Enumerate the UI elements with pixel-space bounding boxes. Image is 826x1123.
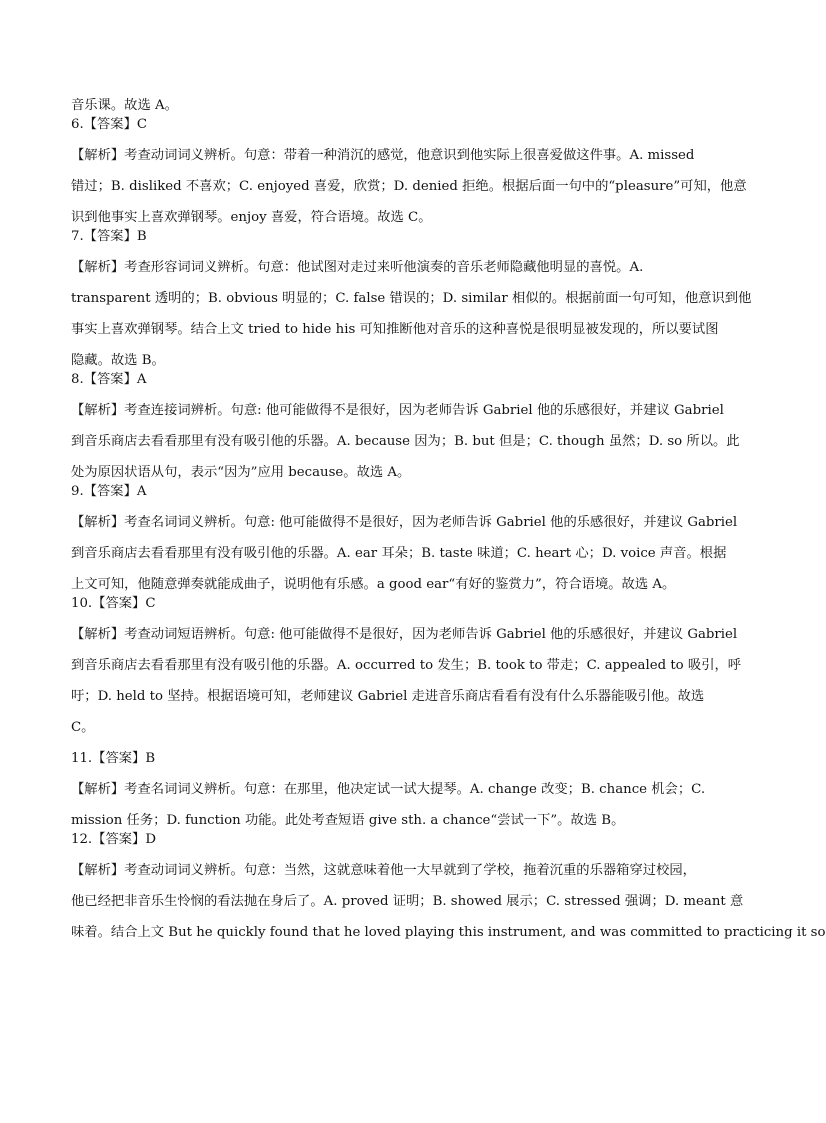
text-line: C。 [71, 720, 95, 735]
text-line: 11.【答案】B [71, 751, 156, 766]
text-line: 到音乐商店去看看那里有没有吸引他的乐器。A. ear 耳朵；B. taste 味道；C. heart 心；D. voice 声音。根据 [71, 546, 727, 561]
text-line: 【解析】考查动词词义辨析。句意：当然，这就意味着他一大早就到了学校，拖着沉重的乐器箱穿过校园， [71, 863, 696, 878]
text-line: 10.【答案】C [71, 596, 156, 611]
text-line: 到音乐商店去看看那里有没有吸引他的乐器。A. because 因为；B. but 但是；C. though 虽然；D. so 所以。此 [71, 434, 740, 449]
text-line: 12.【答案】D [71, 832, 156, 847]
text-line: 音乐课。故选 A。 [71, 98, 178, 113]
text-line: 【解析】考查形容词词义辨析。句意：他试图对走过来听他演奏的音乐老师隐藏他明显的喜悦。A. [71, 260, 644, 275]
text-line: 【解析】考查名词词义辨析。句意：在那里，他决定试一试大提琴。A. change 改变；B. chance 机会；C. [71, 782, 706, 797]
text-line: mission 任务；D. function 功能。此处考查短语 give sth. a chance“尝试一下”。故选 B。 [71, 813, 625, 828]
text-line: 8.【答案】A [71, 372, 147, 387]
text-line: 他已经把非音乐生怜悯的看法抛在身后了。A. proved 证明；B. showed 展示；C. stressed 强调；D. meant 意 [71, 894, 744, 909]
text-line: 隐藏。故选 B。 [71, 353, 165, 368]
text-line: 9.【答案】A [71, 484, 147, 499]
text-line: transparent 透明的；B. obvious 明显的；C. false 错误的；D. similar 相似的。根据前面一句可知，他意识到他 [71, 291, 752, 306]
text-line: 事实上喜欢弹钢琴。结合上文 tried to hide his 可知推断他对音乐的这种喜悦是很明显被发现的，所以要试图 [71, 322, 719, 337]
text-line: 上文可知，他随意弹奏就能成曲子，说明他有乐感。a good ear“有好的鉴赏力”，符合语境。故选 A。 [71, 577, 676, 592]
text-line: 吁；D. held to 坚持。根据语境可知，老师建议 Gabriel 走进音乐商店看看有没有什么乐器能吸引他。故选 [71, 689, 705, 704]
text-line: 到音乐商店去看看那里有没有吸引他的乐器。A. occurred to 发生；B. took to 带走；C. appealed to 吸引，呼 [71, 658, 742, 673]
text-line: 【解析】考查连接词辨析。句意: 他可能做得不是很好，因为老师告诉 Gabriel 他的乐感很好，并建议 Gabriel [71, 403, 724, 418]
text-line: 【解析】考查动词短语辨析。句意: 他可能做得不是很好，因为老师告诉 Gabriel 他的乐感很好，并建议 Gabriel [71, 627, 738, 642]
text-line: 识到他事实上喜欢弹钢琴。enjoy 喜爱，符合语境。故选 C。 [71, 210, 432, 225]
text-line: 6.【答案】C [71, 117, 148, 132]
text-line: 【解析】考查动词词义辨析。句意：带着一种消沉的感觉，他意识到他实际上很喜爱做这件事。A. missed [71, 148, 695, 163]
text-line: 错过；B. disliked 不喜欢；C. enjoyed 喜爱，欣赏；D. denied 拒绝。根据后面一句中的“pleasure”可知，他意 [71, 179, 747, 194]
text-line: 7.【答案】B [71, 229, 147, 244]
document-page [71, 98, 826, 944]
text-line: 【解析】考查名词词义辨析。句意: 他可能做得不是很好，因为老师告诉 Gabriel 他的乐感很好，并建议 Gabriel [71, 515, 738, 530]
text-line: 处为原因状语从句，表示“因为”应用 because。故选 A。 [71, 465, 411, 480]
text-line: 味着。结合上文 But he quickly found that he loved playing this instrument, and was committed to practicing it so [71, 925, 826, 940]
